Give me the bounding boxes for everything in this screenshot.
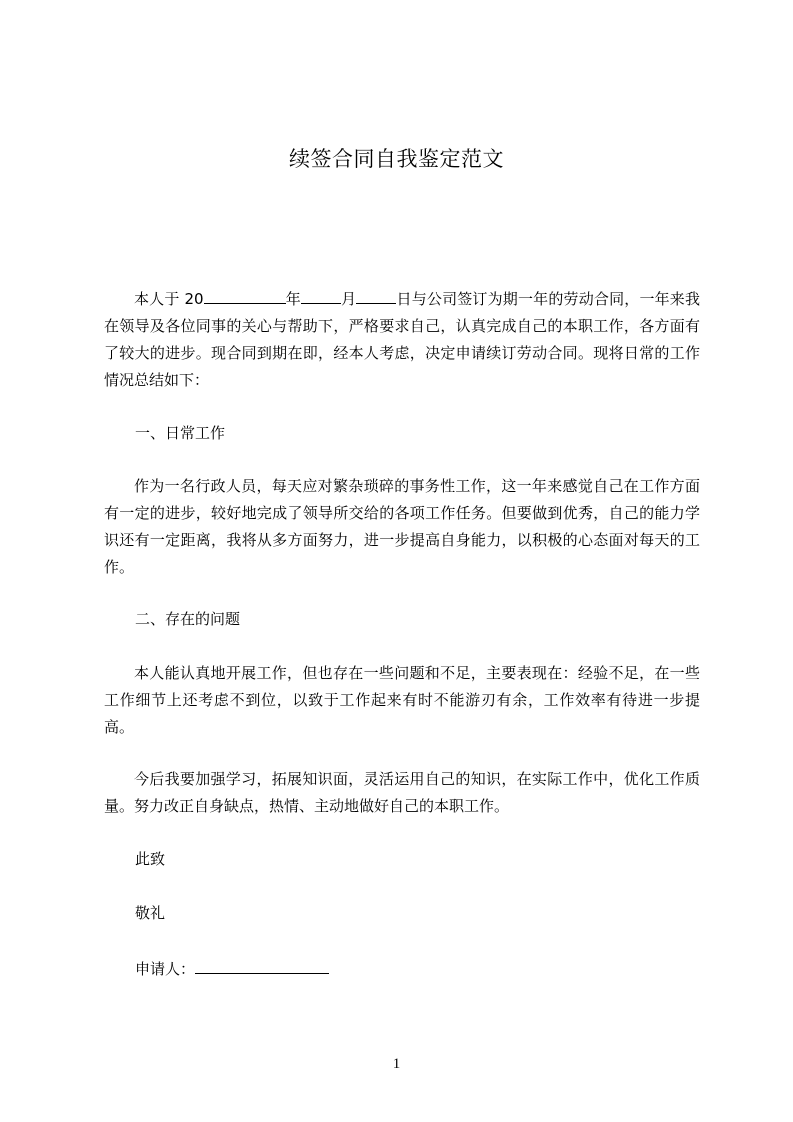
applicant-signature-line (135, 956, 329, 983)
applicant-blank (195, 958, 329, 974)
salutation-jingli: 敬礼 (135, 904, 166, 922)
closing-paragraph (104, 766, 700, 820)
page-number: 1 (392, 1056, 401, 1072)
section1-text: 作为一名行政人员，每天应对繁杂琐碎的事务性工作，这一年来感觉自己在工作方面有一定的进步，较好地完成了领导所交给的各项工作任务。但要做到优秀，自己的能力学识还有一定距离，我将从多方面努力，进一步提高自身能力，以积极的心态面对每天的工作。 (104, 477, 700, 576)
section2-text: 本人能认真地开展工作，但也存在一些问题和不足，主要表现在：经验不足，在一些工作细节上还考虑不到位，以致于工作起来有时不能游刃有余，工作效率有待进一步提高。 (104, 664, 700, 736)
document-title: 续签合同自我鉴定范文 (289, 147, 504, 171)
salutation-cizhi: 此致 (135, 850, 166, 868)
year-label: 年 (285, 290, 301, 308)
month-label: 月 (340, 290, 357, 308)
day-blank (356, 288, 396, 304)
applicant-label: 申请人： (135, 960, 196, 978)
section2-heading: 二、存在的问题 (135, 610, 241, 628)
intro-text: 日与公司签订为期一年的劳动合同，一年来我在领导及各位同事的关心与帮助下，严格要求自己，认真完成自己的本职工作，各方面有了较大的进步。现合同到期在即，经本人考虑，决定申请续订劳动合同。现将日常的工作情况总结如下： (104, 290, 700, 389)
intro-prefix: 本人于 20 (134, 290, 204, 308)
section1-paragraph (104, 473, 700, 581)
closing-text: 今后我要加强学习，拓展知识面，灵活运用自己的知识，在实际工作中，优化工作质量。努力改正自身缺点，热情、主动地做好自己的本职工作。 (104, 770, 700, 815)
month-blank (301, 288, 341, 304)
intro-paragraph (104, 286, 700, 394)
year-blank (204, 288, 286, 304)
section1-heading: 一、日常工作 (135, 424, 226, 442)
section2-paragraph (104, 660, 700, 741)
